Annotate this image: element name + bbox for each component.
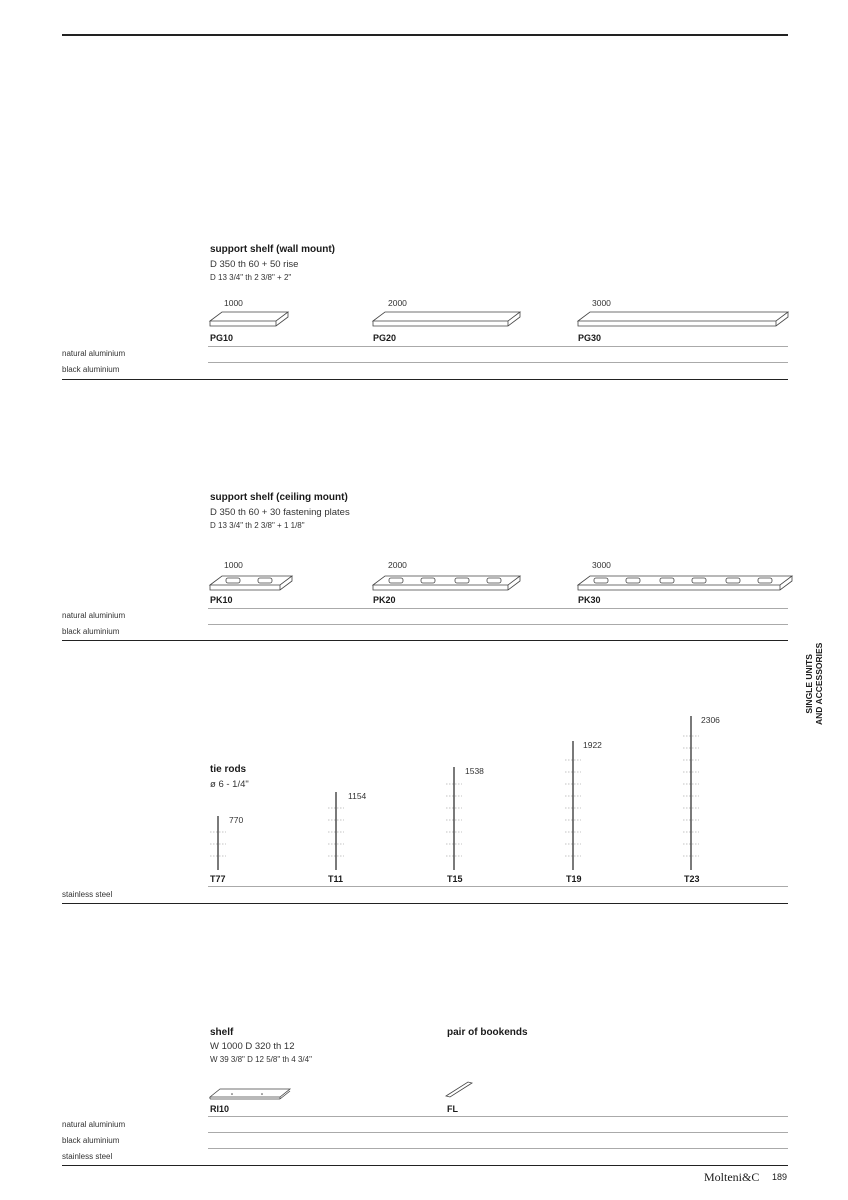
shelf-spec-in: W 39 3/8" D 12 5/8" th 4 3/4" bbox=[210, 1055, 312, 1064]
shelf-title: shelf bbox=[210, 1027, 234, 1038]
shelf-drawing-ri10 bbox=[210, 1089, 290, 1097]
finish-label: black aluminium bbox=[62, 365, 120, 374]
product-code: T77 bbox=[210, 874, 226, 884]
finish-label: black aluminium bbox=[62, 1136, 120, 1145]
product-code: T23 bbox=[684, 874, 700, 884]
tierods-spec: ø 6 - 1/4" bbox=[210, 779, 249, 790]
product-code: RI10 bbox=[210, 1104, 230, 1114]
product-code: PK10 bbox=[210, 595, 233, 605]
dim-label: 770 bbox=[229, 815, 244, 825]
dim-label: 2000 bbox=[388, 560, 407, 570]
dim-label: 1922 bbox=[583, 740, 602, 750]
finish-label: natural aluminium bbox=[62, 349, 126, 358]
wall-spec-in: D 13 3/4" th 2 3/8" + 2" bbox=[210, 273, 292, 282]
dim-label: 1000 bbox=[224, 298, 243, 308]
dim-label: 1000 bbox=[224, 560, 243, 570]
section-rule bbox=[62, 1165, 788, 1166]
product-code: T11 bbox=[328, 874, 344, 884]
dim-label: 1154 bbox=[348, 791, 367, 801]
product-code: PG10 bbox=[210, 333, 234, 343]
bookend-drawing-fl bbox=[446, 1082, 472, 1097]
tierods-title: tie rods bbox=[210, 764, 247, 775]
row-rule bbox=[208, 1132, 788, 1133]
dim-label: 2000 bbox=[388, 298, 407, 308]
finish-label: stainless steel bbox=[62, 1152, 113, 1161]
finish-label: stainless steel bbox=[62, 890, 113, 899]
brand-logo: Molteni&C bbox=[704, 1170, 760, 1184]
dim-label: 3000 bbox=[592, 560, 611, 570]
ceiling-spec-mm: D 350 th 60 + 30 fastening plates bbox=[210, 507, 350, 518]
product-code: T19 bbox=[566, 874, 582, 884]
product-code: PG30 bbox=[578, 333, 602, 343]
side-label-line-1: SINGLE UNITS bbox=[804, 654, 814, 714]
row-rule bbox=[208, 1116, 788, 1117]
ceiling-spec-in: D 13 3/4" th 2 3/8" + 1 1/8" bbox=[210, 521, 305, 530]
wall-spec-mm: D 350 th 60 + 50 rise bbox=[210, 259, 299, 270]
finish-label: natural aluminium bbox=[62, 1120, 126, 1129]
product-code: FL bbox=[447, 1104, 458, 1114]
bookends-title: pair of bookends bbox=[447, 1027, 528, 1038]
ceiling-title: support shelf (ceiling mount) bbox=[210, 492, 348, 503]
row-rule bbox=[208, 1148, 788, 1149]
finish-label: black aluminium bbox=[62, 627, 120, 636]
side-label-line-2: AND ACCESSORIES bbox=[814, 642, 824, 725]
product-code: PK20 bbox=[373, 595, 396, 605]
wall-title: support shelf (wall mount) bbox=[210, 244, 335, 255]
page-number: 189 bbox=[772, 1172, 788, 1182]
shelf-spec-mm: W 1000 D 320 th 12 bbox=[210, 1041, 295, 1052]
dim-label: 1538 bbox=[465, 766, 484, 776]
finish-label: natural aluminium bbox=[62, 611, 126, 620]
product-code: PK30 bbox=[578, 595, 601, 605]
dim-label: 2306 bbox=[701, 715, 720, 725]
product-code: T15 bbox=[447, 874, 463, 884]
product-code: PG20 bbox=[373, 333, 397, 343]
dim-label: 3000 bbox=[592, 298, 611, 308]
